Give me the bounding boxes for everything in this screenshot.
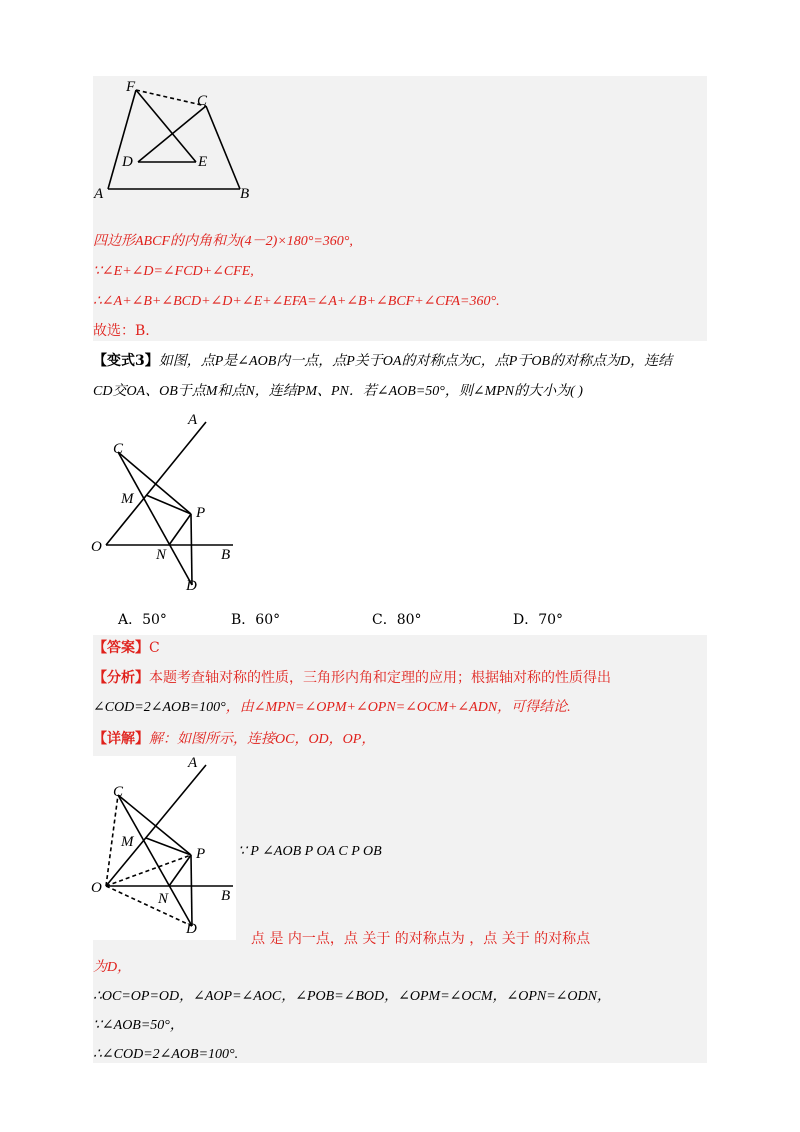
option-b: B．60°	[231, 612, 281, 628]
solution1-line4: 故选：B.	[93, 323, 150, 339]
answer-line	[93, 638, 160, 658]
label-c: C	[197, 93, 208, 109]
detail-text-1: 解：如图所示，连接OC，OD，OP，	[149, 732, 376, 747]
fig3-label-m: M	[121, 834, 134, 850]
detail-line2: ∴OC=OP=OD，∠AOP=∠AOC，∠POB=∠BOD，∠OPM=∠OCM，∠OPN=∠ODN，	[93, 989, 611, 1004]
angle-figure	[88, 410, 248, 595]
fig2-label-b: B	[221, 547, 231, 563]
fig2-label-p: P	[196, 505, 206, 521]
analysis-tag: 【分析】	[93, 670, 149, 686]
solution1-line1: 四边形ABCF的内角和为(4－2)×180°=360°,	[93, 234, 353, 249]
question-line1	[93, 351, 672, 372]
option-d: D．70°	[513, 612, 564, 628]
question-tag: 【变式3】	[93, 353, 159, 369]
label-b: B	[240, 186, 250, 202]
fig3-label-p: P	[196, 846, 206, 862]
option-a: A．50°	[118, 612, 167, 628]
analysis-text-2a: ∠COD=2∠AOB=100°	[93, 700, 226, 715]
option-c: C．80°	[372, 612, 422, 628]
label-e: E	[198, 154, 208, 170]
detail-split-line: 点 是 内一点，点 关于 的对称点为 ，点 关于 的对称点	[251, 931, 591, 947]
detail-line4: ∴∠COD=2∠AOB=100°.	[93, 1047, 239, 1062]
analysis-line2	[93, 698, 571, 718]
label-a: A	[94, 186, 104, 202]
analysis-line1	[93, 668, 611, 688]
solution-figure	[88, 755, 248, 943]
fig2-label-m: M	[121, 491, 134, 507]
solution1-line3: ∴∠A+∠B+∠BCD+∠D+∠E+∠EFA=∠A+∠B+∠BCF+∠CFA=360°.	[93, 294, 500, 309]
question-text-1: 如图，点P是∠AOB内一点，点P关于OA的对称点为C，点P于OB的对称点为D，连结	[158, 354, 673, 369]
quadrilateral-figure	[93, 76, 253, 206]
fig3-label-c: C	[113, 784, 124, 800]
fig2-label-d: D	[186, 578, 197, 594]
fig3-label-b: B	[221, 888, 231, 904]
label-d: D	[122, 154, 133, 170]
answer-value: C	[149, 640, 160, 656]
fig3-label-a: A	[188, 755, 198, 771]
fig3-label-d: D	[186, 921, 197, 937]
analysis-text-1: 本题考查轴对称的性质，三角形内角和定理的应用；根据轴对称的性质得出	[149, 670, 611, 686]
solution1-line2: ∵∠E+∠D=∠FCD+∠CFE,	[93, 264, 254, 279]
detail-floating-symbols: ∵ P ∠AOB P OA C P OB	[238, 844, 382, 859]
answer-tag: 【答案】	[93, 640, 149, 656]
fig3-label-o: O	[91, 880, 102, 896]
fig3-label-n: N	[158, 891, 169, 907]
fig2-label-c: C	[113, 441, 124, 457]
detail-line3: ∵∠AOB=50°，	[93, 1018, 184, 1033]
question-line2: CD交OA、OB于点M和点N，连结PM、PN．若∠AOB=50°，则∠MPN的大小为( )	[93, 384, 583, 399]
detail-tag: 【详解】	[93, 731, 149, 747]
label-f: F	[126, 79, 136, 95]
detail-line-wei: 为D，	[93, 960, 132, 975]
fig2-label-n: N	[156, 547, 167, 563]
analysis-text-2b: ，由∠MPN=∠OPM+∠OPN=∠OCM+∠ADN，可得结论.	[225, 700, 571, 715]
fig2-label-o: O	[91, 539, 102, 555]
fig2-label-a: A	[188, 412, 198, 428]
detail-line1	[93, 729, 375, 750]
